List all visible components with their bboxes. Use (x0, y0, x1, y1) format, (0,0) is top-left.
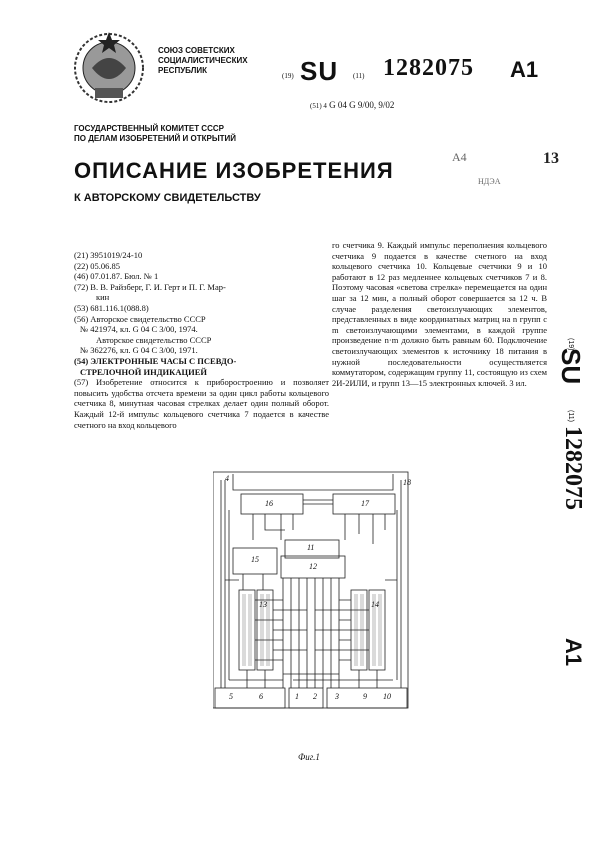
document-title: ОПИСАНИЕ ИЗОБРЕТЕНИЯ (74, 158, 394, 183)
block-label: 15 (251, 555, 259, 564)
biblio-line: № 421974, кл. G 04 C 3/00, 1974. (80, 324, 198, 335)
abstract-left: (57) Изобретение относится к приборостроению и позволяет повысить удобства отсчета времени за один цикл работы кольцевого счетчика 8, минутная часовая стрелках делает один полный оборот. Каждый 12-й импульс кольцевого счетчика 7 подается в качестве счетного на вход кольцевого (74, 377, 329, 430)
block-label: 11 (307, 543, 315, 552)
block-label: 12 (309, 562, 317, 571)
biblio-line: Авторское свидетельство СССР (96, 334, 212, 345)
biblio-line: № 362276, кл. G 04 C 3/00, 1971. (80, 345, 198, 356)
committee (74, 124, 236, 144)
invention-title-line: СТРЕЛОЧНОЙ ИНДИКАЦИЕЙ (80, 366, 207, 377)
biblio-line: (46) 07.01.87. Бюл. № 1 (74, 271, 159, 282)
org-line: СОЦИАЛИСТИЧЕСКИХ (158, 56, 248, 65)
country-code: SU (300, 56, 339, 86)
biblio-line: (53) 681.116.1(088.8) (74, 302, 149, 313)
code-11: (11) (353, 72, 365, 80)
stamp-left: А4 (452, 150, 467, 164)
org-line: СОЮЗ СОВЕТСКИХ (158, 46, 235, 55)
invention-title-line: (54) ЭЛЕКТРОННЫЕ ЧАСЫ С ПСЕВДО- (74, 355, 237, 366)
vertical-country: SU (556, 348, 586, 385)
vertical-prefix: (11) (567, 410, 574, 422)
stamp-right: 13 (543, 150, 559, 167)
block-label: 4 (225, 474, 229, 483)
block-label: 14 (371, 600, 379, 609)
patent-number: 1282075 (383, 55, 474, 81)
committee-line: ПО ДЕЛАМ ИЗОБРЕТЕНИЙ И ОТКРЫТИЙ (74, 134, 237, 143)
block-label: 17 (361, 499, 369, 508)
document-kind: A1 (510, 57, 539, 82)
block-label: 18 (403, 478, 411, 487)
biblio-line: (72) В. В. Райзберг, Г. И. Герт и П. Г. Мар- (74, 281, 226, 292)
ipc-class (310, 100, 394, 110)
committee-line: ГОСУДАРСТВЕННЫЙ КОМИТЕТ СССР (74, 124, 224, 133)
figure-caption: Фиг.1 (298, 752, 320, 762)
code-51: (51) 4 (310, 102, 327, 110)
ipc-value: G 04 G 9/00, 9/02 (329, 100, 395, 110)
block-label: 10 (383, 692, 391, 701)
org-line: РЕСПУБЛИК (158, 66, 207, 75)
vertical-number: 1282075 (560, 426, 586, 510)
bibliographic-data (74, 250, 329, 430)
state-emblem (70, 28, 148, 106)
block-label: 16 (265, 499, 273, 508)
vertical-prefix-19: (19) (567, 338, 574, 351)
stamp-small: НДЭА (478, 177, 501, 186)
vertical-patent-code (544, 338, 589, 688)
block-label: 2 (313, 692, 317, 701)
block-label: 1 (295, 692, 299, 701)
block-label: 13 (259, 600, 267, 609)
vertical-kind: A1 (561, 638, 586, 667)
biblio-line: (56) Авторское свидетельство СССР (74, 313, 206, 324)
code-19: (19) (282, 72, 294, 80)
document-subtitle: К АВТОРСКОМУ СВИДЕТЕЛЬСТВУ (74, 192, 261, 204)
circuit-wiring (213, 470, 413, 750)
abstract-right: го счетчика 9. Каждый импульс переполнения кольцевого счетчика 9 подается в качестве счетного на вход кольцевого счетчика 10. Кольцевые счетчики 9 и 10 работают в 12 раз медленнее кольцевых счетчиков 7 и 8. Поэтому часовая «светова стрелка» перемещается на один шаг за 12 мин, а полный оборот совершается за 12 ч. В случае разделения светоизлучающих элементов, представленных в виде координатных матриц на n групп с m светоизлучающими элементами, в каждой группе произведение n·m должно быть равным 60. Подключение светоизлучающих элементов к источнику 18 питания в нужной последовательности осуществляется коммутатором, содержащим группу 11, состоящую из схем 2И-2ИЛИ, и групп 13—15 электронных ключей. 3 ил. (332, 240, 547, 388)
country-name (158, 46, 248, 76)
block-label: 6 (259, 692, 263, 701)
circuit-diagram (213, 470, 413, 750)
block-label: 3 (335, 692, 339, 701)
block-label: 5 (229, 692, 233, 701)
biblio-line: (22) 05.06.85 (74, 260, 121, 271)
biblio-line: кин (96, 292, 110, 303)
biblio-line: (21) 3951019/24-10 (74, 250, 143, 260)
block-label: 9 (363, 692, 367, 701)
